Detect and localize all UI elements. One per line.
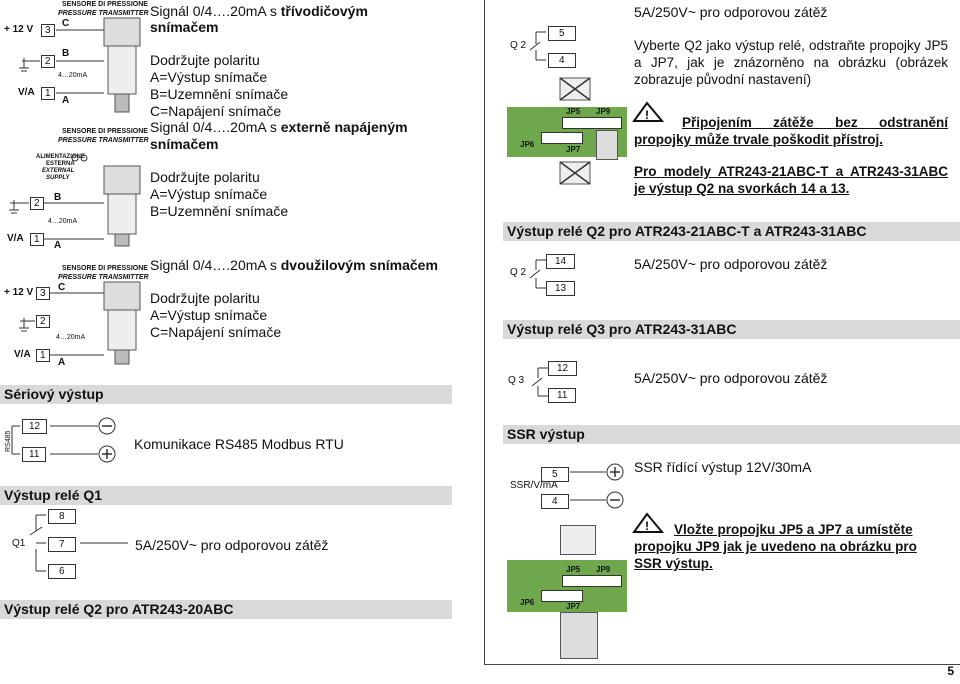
- q2b-wiring: [500, 254, 560, 294]
- diag2-va: V/A: [7, 233, 24, 244]
- q2-20abc-header: Výstup relé Q2 pro ATR243-20ABC: [0, 600, 452, 619]
- diag3-a: A: [58, 357, 66, 368]
- diag3-wiring: [0, 262, 145, 372]
- text3-l3: A=Výstup snímače: [150, 307, 268, 323]
- ssr-warning: Vložte propojku JP5 a JP7 a umístěte propojku JP9 jak je uvedeno na obrázku pro SSR výstup.: [634, 522, 917, 571]
- q1-t7: 7: [48, 537, 76, 552]
- diag3-term2: 2: [36, 315, 50, 328]
- q3-t11: 11: [548, 388, 576, 403]
- q2a-label: Q 2: [510, 40, 527, 51]
- ssr-jumper-row: [562, 575, 622, 587]
- diag1-c: C: [62, 18, 70, 29]
- ssr-relay-body: [560, 525, 596, 555]
- serial-t12: 12: [22, 419, 47, 434]
- q2b-header: Výstup relé Q2 pro ATR243-21ABC-T a ATR243-31ABC: [503, 222, 960, 241]
- diag1-supply: + 12 V: [4, 24, 34, 35]
- diag1-range: 4…20mA: [58, 72, 88, 79]
- diag2-term1: 1: [30, 233, 44, 246]
- diag1-a: A: [62, 95, 70, 106]
- q2a-jp5: JP5: [566, 107, 581, 116]
- q3-label: Q 3: [508, 375, 525, 386]
- diag3-term3: 3: [36, 287, 50, 300]
- diag1-wiring: [0, 0, 145, 120]
- ssr-jp7: JP7: [566, 602, 581, 611]
- q2b-t13: 13: [546, 281, 575, 296]
- diag2-wiring: [0, 128, 145, 248]
- q3-wiring: [502, 362, 562, 402]
- diag1-term3: 3: [41, 24, 55, 37]
- diag3-supply: + 12 V: [4, 287, 34, 298]
- ssr-header: SSR výstup: [503, 425, 960, 444]
- ssr-relay-body2: [560, 612, 598, 659]
- diag2-ext3: EXTERNAL: [42, 168, 75, 174]
- diag1-b: B: [62, 48, 70, 59]
- q1-header: Výstup relé Q1: [0, 486, 452, 505]
- text2-l4: A=Výstup snímače: [150, 186, 268, 202]
- text1-line1b: třívodičovým: [280, 3, 368, 19]
- q2a-note: Pro modely ATR243-21ABC-T a ATR243-31ABC je výstup Q2 na svorkách 14 a 13.: [634, 164, 948, 196]
- diag3-c: C: [58, 282, 66, 293]
- q2a-jp6: JP6: [520, 140, 535, 149]
- ssr-t4: 4: [541, 494, 569, 509]
- page-number: 5: [947, 664, 954, 678]
- text1-l6: C=Napájení snímače: [150, 103, 282, 119]
- q2b-t14: 14: [546, 254, 575, 269]
- serial-t11: 11: [22, 447, 46, 462]
- svg-text:!: !: [645, 519, 649, 533]
- q3-header: Výstup relé Q3 pro ATR243-31ABC: [503, 320, 960, 339]
- text3-line1a: Signál 0/4….20mA s: [150, 257, 281, 273]
- q1-t8: 8: [48, 509, 76, 524]
- text1-l4: A=Výstup snímače: [150, 69, 268, 85]
- q1-label: Q1: [12, 538, 26, 549]
- text1-l5: B=Uzemnění snímače: [150, 86, 289, 102]
- text2-line1a: Signál 0/4….20mA s: [150, 119, 281, 135]
- text3-line1b: dvoužilovým snímačem: [280, 257, 438, 273]
- ssr-t5: 5: [541, 467, 569, 482]
- serial-rs485: RS485: [5, 430, 12, 452]
- ssr-jp6: JP6: [520, 598, 535, 607]
- diag3-range: 4…20mA: [56, 334, 86, 341]
- q2a-warning: Připojením zátěže bez odstranění propojky může trvale poškodit přístroj.: [634, 115, 948, 147]
- q2b-load: 5A/250V~ pro odporovou zátěž: [634, 256, 828, 272]
- text3-l4: C=Napájení snímače: [150, 324, 282, 340]
- diag1-term2: 2: [41, 55, 55, 68]
- q2a-load: 5A/250V~ pro odporovou zátěž: [634, 4, 828, 20]
- q2a-jumper-row2: [541, 132, 583, 144]
- q2a-jp7: JP7: [566, 145, 581, 154]
- diag1-title2: PRESSURE TRANSMITTER: [58, 10, 149, 17]
- text2-line2: snímačem: [150, 136, 219, 152]
- text1-line1a: Signál 0/4….20mA s: [150, 3, 281, 19]
- q2a-t4: 4: [548, 53, 576, 68]
- text2-line1b: externě napájeným: [280, 119, 408, 135]
- text2-l3: Dodržujte polaritu: [150, 169, 260, 185]
- text2-l5: B=Uzemnění snímače: [150, 203, 289, 219]
- diag1-va: V/A: [18, 87, 35, 98]
- ssr-label: SSR/V/mA: [510, 480, 558, 491]
- serial-header: Sériový výstup: [0, 385, 452, 404]
- diag2-title1: SENSORE DI PRESSIONE: [62, 128, 148, 135]
- column-divider: [484, 0, 485, 664]
- diag3-title2: PRESSURE TRANSMITTER: [58, 274, 149, 281]
- diag3-term1: 1: [36, 349, 50, 362]
- q2a-t5: 5: [548, 26, 576, 41]
- diag1-title1: SENSORE DI PRESSIONE: [62, 1, 148, 8]
- q2a-jumper-row: [562, 117, 622, 129]
- q1-wiring: [0, 505, 130, 585]
- diag2-a: A: [54, 240, 62, 251]
- q2a-jp9: JP9: [596, 107, 611, 116]
- diag2-range: 4…20mA: [48, 218, 78, 225]
- diag2-ext1: ALIMENTAZIONE: [36, 154, 85, 160]
- diag1-term1: 1: [41, 87, 55, 100]
- text3-l2: Dodržujte polaritu: [150, 290, 260, 306]
- diag2-ext4: SUPPLY: [46, 175, 70, 181]
- svg-text:!: !: [645, 108, 649, 122]
- diag3-va: V/A: [14, 349, 31, 360]
- diag2-ext2: ESTERNA: [46, 161, 75, 167]
- diag2-term2: 2: [30, 197, 44, 210]
- serial-desc: Komunikace RS485 Modbus RTU: [134, 436, 344, 452]
- ssr-jp9: JP9: [596, 565, 611, 574]
- serial-wiring: [0, 412, 140, 472]
- text1-line2: snímačem: [150, 19, 219, 35]
- diag2-title2: PRESSURE TRANSMITTER: [58, 137, 149, 144]
- ssr-desc: SSR řídící výstup 12V/30mA: [634, 459, 812, 475]
- ssr-jumper-row2: [541, 590, 583, 602]
- q2a-relay-body: [596, 130, 618, 160]
- diag2-b: B: [54, 192, 62, 203]
- q1-desc: 5A/250V~ pro odporovou zátěž: [135, 537, 329, 553]
- q2a-instruction: Vyberte Q2 jako výstup relé, odstraňte propojky JP5 a JP7, jak je znázorněno na obrázku (obrázek zobrazuje původní nastavení): [634, 38, 948, 87]
- diag3-title1: SENSORE DI PRESSIONE: [62, 265, 148, 272]
- q3-t12: 12: [548, 361, 577, 376]
- ssr-jp5: JP5: [566, 565, 581, 574]
- q1-t6: 6: [48, 564, 76, 579]
- bottom-rule: [484, 664, 960, 665]
- q3-load: 5A/250V~ pro odporovou zátěž: [634, 370, 828, 386]
- text1-l3: Dodržujte polaritu: [150, 52, 260, 68]
- q2b-label: Q 2: [510, 267, 527, 278]
